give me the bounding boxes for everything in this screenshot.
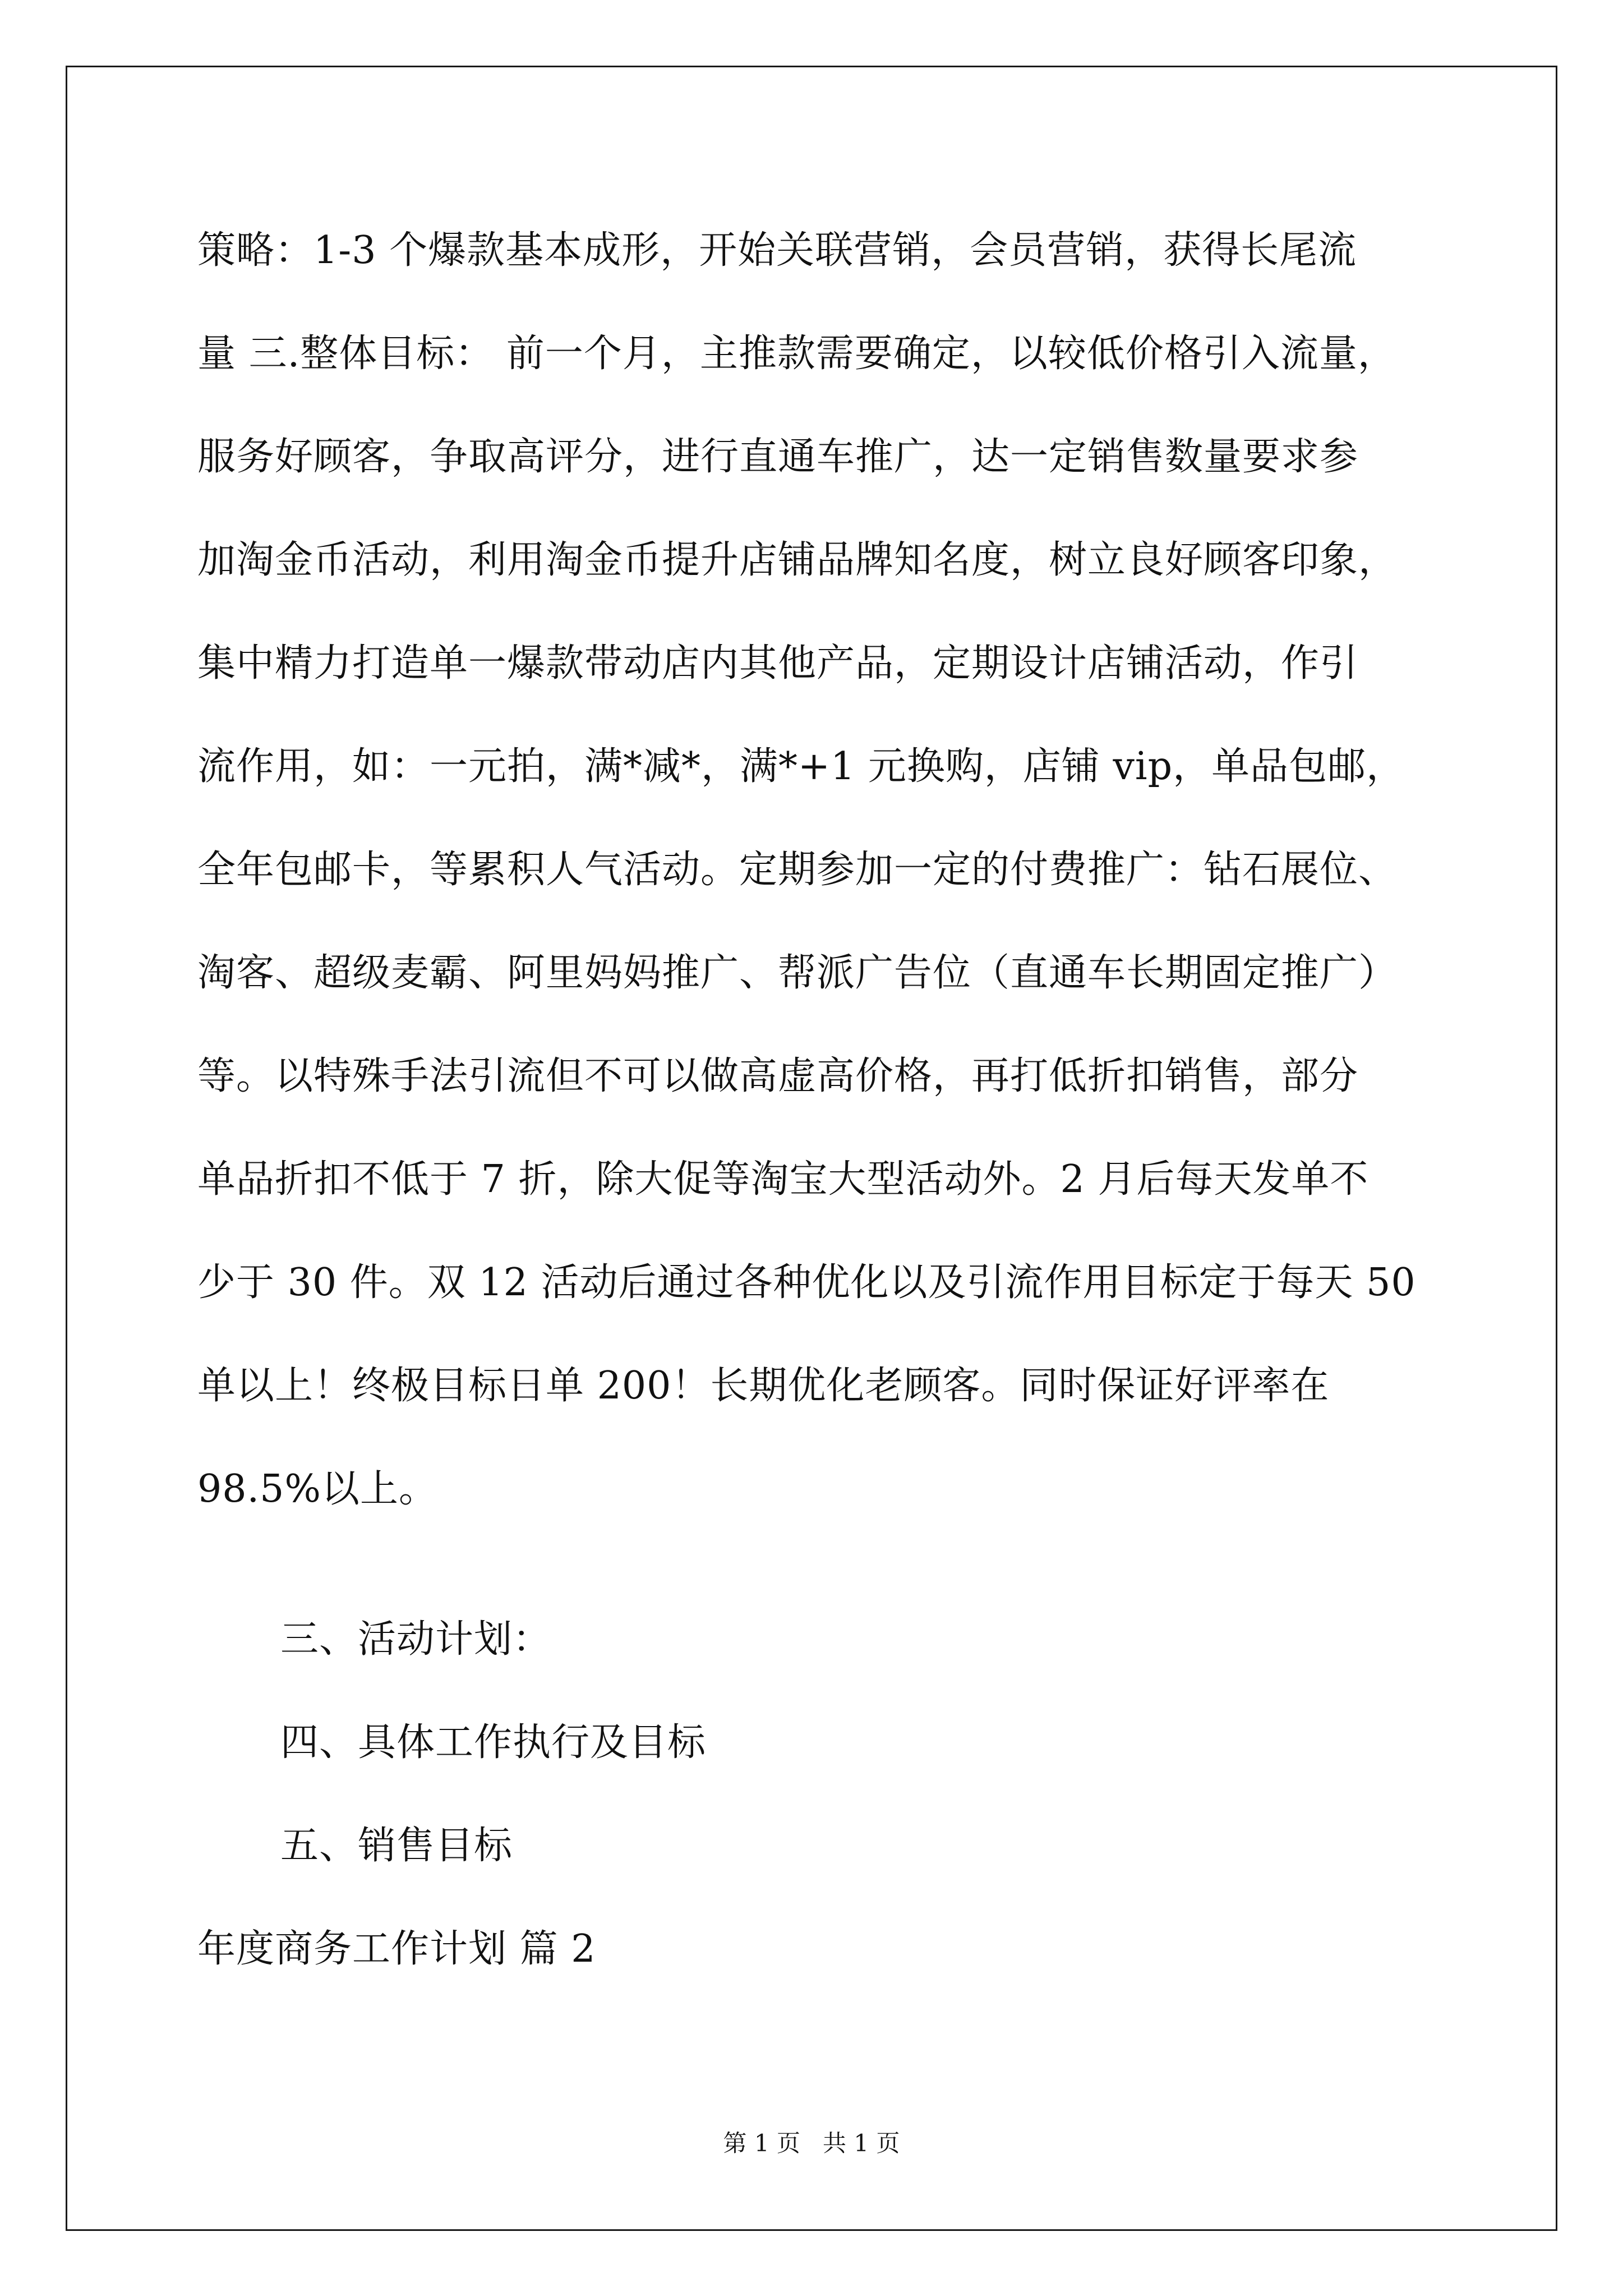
paragraph-line: 单品折扣不低于 7 折，除大促等淘宝大型活动外。2 月后每天发单不 [197,1157,1369,1202]
paragraph-line: 量 三.整体目标： 前一个月，主推款需要确定，以较低价格引入流量， [197,332,1396,376]
activity-plan-heading: 三、活动计划： [280,1617,552,1662]
execution-goals-heading: 四、具体工作执行及目标 [280,1720,707,1765]
sales-target-heading: 五、销售目标 [280,1824,513,1868]
paragraph-line: 集中精力打造单一爆款带动店内其他产品，定期设计店铺活动，作引 [197,641,1359,685]
paragraph-line: 98.5%以上。 [197,1467,438,1511]
paragraph-line: 少于 30 件。双 12 活动后通过各种优化以及引流作用目标定于每天 50 [197,1260,1416,1305]
paragraph-line: 服务好顾客，争取高评分，进行直通车推广，达一定销售数量要求参 [197,435,1359,479]
paragraph-line: 单以上！终极目标日单 200！长期优化老顾客。同时保证好评率在 [197,1364,1330,1408]
paragraph-line: 加淘金币活动，利用淘金币提升店铺品牌知名度，树立良好顾客印象， [197,538,1398,582]
main-paragraph [197,199,1454,1541]
section-title: 年度商务工作计划 篇 2 [197,1927,596,1971]
page-number-footer: 第 1 页 共 1 页 [723,2129,900,2157]
paragraph-line: 全年包邮卡，等累积人气活动。定期参加一定的付费推广：钻石展位、 [197,848,1398,892]
paragraph-line: 流作用，如：一元拍，满*减*，满*+1 元换购，店铺 vip，单品包邮， [197,744,1405,789]
paragraph-line: 等。以特殊手法引流但不可以做高虚高价格，再打低折扣销售，部分 [197,1054,1359,1098]
paragraph-line: 策略：1-3 个爆款基本成形，开始关联营销，会员营销，获得长尾流 [197,228,1357,273]
paragraph-line: 淘客、超级麦霸、阿里妈妈推广、帮派广告位（直通车长期固定推广） [197,951,1398,995]
